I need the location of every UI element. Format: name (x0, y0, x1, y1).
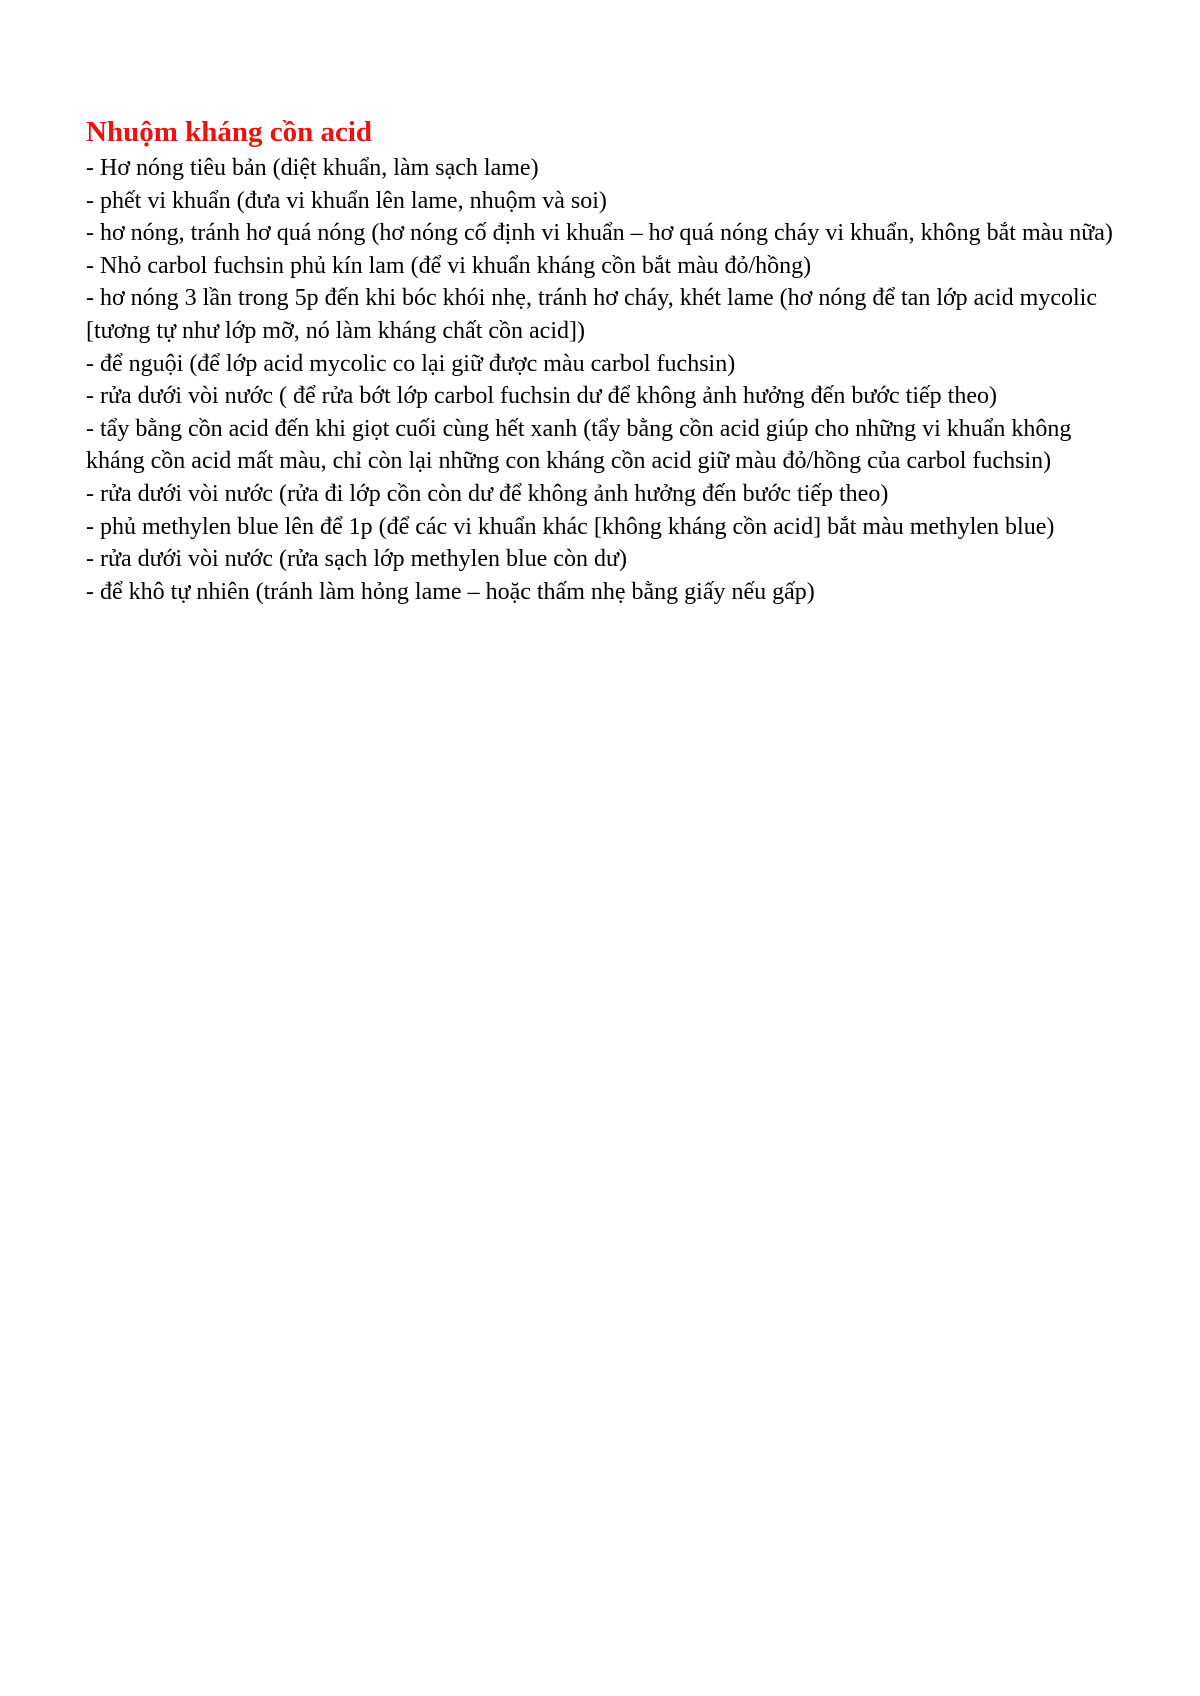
step-item: - hơ nóng 3 lần trong 5p đến khi bóc khói nhẹ, tránh hơ cháy, khét lame (hơ nóng để tan lớp acid mycolic [tương tự như lớp mỡ, nó làm kháng chất cồn acid]) (86, 285, 1097, 344)
step-item: - rửa dưới vòi nước (rửa đi lớp cồn còn dư để không ảnh hưởng đến bước tiếp theo) (86, 480, 889, 507)
step-item: - để nguội (để lớp acid mycolic co lại giữ được màu carbol fuchsin) (86, 350, 736, 377)
step-item: - rửa dưới vòi nước (rửa sạch lớp methylen blue còn dư) (86, 546, 627, 573)
step-item: - Hơ nóng tiêu bản (diệt khuẩn, làm sạch lame) (86, 155, 539, 181)
step-item: - phết vi khuẩn (đưa vi khuẩn lên lame, nhuộm và soi) (86, 187, 607, 214)
step-item: - phủ methylen blue lên để 1p (để các vi khuẩn khác [không kháng cồn acid] bắt màu methylen blue) (86, 513, 1055, 540)
document-body (86, 112, 1126, 608)
step-item: - Nhỏ carbol fuchsin phủ kín lam (để vi khuẩn kháng cồn bắt màu đỏ/hồng) (86, 252, 812, 279)
step-item: - tẩy bằng cồn acid đến khi giọt cuối cùng hết xanh (tẩy bằng cồn acid giúp cho những vi khuẩn không kháng cồn acid mất màu, chỉ còn lại những con kháng cồn acid giữ màu đỏ/hồng của carbol fuchsin) (86, 415, 1072, 475)
document-title: Nhuộm kháng cồn acid (86, 116, 373, 148)
step-item: - để khô tự nhiên (tránh làm hỏng lame – hoặc thấm nhẹ bằng giấy nếu gấp) (86, 578, 815, 605)
step-item: - rửa dưới vòi nước ( để rửa bớt lớp carbol fuchsin dư để không ảnh hưởng đến bước tiếp theo) (86, 383, 997, 410)
steps-list (86, 152, 1126, 608)
step-item: - hơ nóng, tránh hơ quá nóng (hơ nóng cố định vi khuẩn – hơ quá nóng cháy vi khuẩn, không bắt màu nữa) (86, 220, 1113, 247)
